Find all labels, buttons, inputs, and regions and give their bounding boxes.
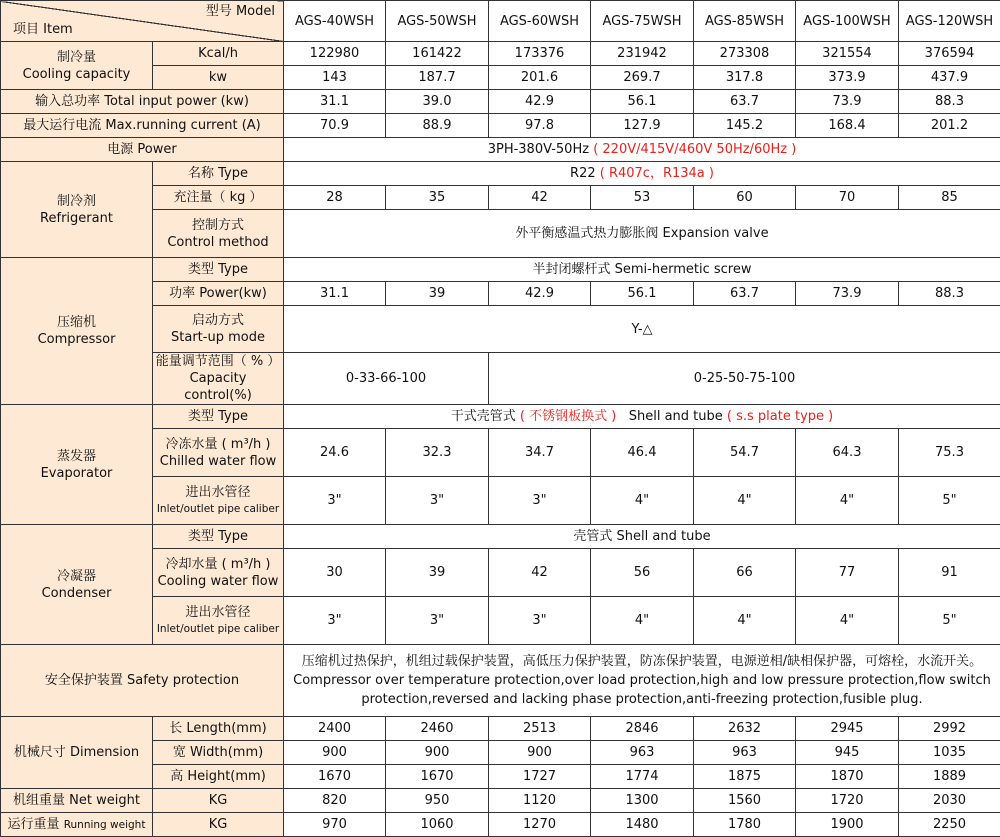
value-cell: 56.1 [591, 90, 694, 114]
unit-cell: KG [153, 813, 284, 837]
value-cell: 3" [386, 597, 489, 645]
value-cell: 97.8 [489, 114, 591, 138]
model-header: AGS-50WSH [386, 1, 489, 42]
model-header: AGS-120WSH [899, 1, 1000, 42]
value-cell: 437.9 [899, 66, 1000, 90]
model-header: AGS-85WSH [694, 1, 796, 42]
value-cell: 1727 [489, 765, 591, 789]
value-cell: 1720 [796, 789, 899, 813]
refrigerant-type-row [1, 162, 1000, 186]
value-cell: 145.2 [694, 114, 796, 138]
max-current-row [1, 114, 1000, 138]
sub-label: 进出水管径 Inlet/outlet pipe caliber [153, 477, 284, 525]
value-cell: 970 [284, 813, 386, 837]
compressor-type-row [1, 258, 1000, 282]
value-cell: 2250 [899, 813, 1000, 837]
input-power-row [1, 90, 1000, 114]
dimension-label: 机械尺寸 Dimension [1, 717, 153, 789]
item-label: 项目 Item [13, 21, 73, 38]
sub-label: 类型 Type [153, 405, 284, 429]
value-cell: 963 [591, 741, 694, 765]
compressor-label: 压缩机 Compressor [1, 258, 153, 405]
value-cell: 1670 [284, 765, 386, 789]
start-value: Y-△ [284, 306, 1000, 353]
value-cell: 168.4 [796, 114, 899, 138]
evaporator-type-row [1, 405, 1000, 429]
value-cell: 42.9 [489, 282, 591, 306]
value-cell: 35 [386, 186, 489, 210]
value-cell: 950 [386, 789, 489, 813]
value-cell: 1780 [694, 813, 796, 837]
capacity-value-b: 0-25-50-75-100 [489, 353, 1000, 405]
value-cell: 317.8 [694, 66, 796, 90]
value-cell: 30 [284, 549, 386, 597]
value-cell: 4" [591, 597, 694, 645]
refrigerant-type-value: R22 ( R407c，R134a ) [284, 162, 1000, 186]
value-cell: 1889 [899, 765, 1000, 789]
value-cell: 373.9 [796, 66, 899, 90]
value-cell: 1120 [489, 789, 591, 813]
value-cell: 70.9 [284, 114, 386, 138]
value-cell: 201.2 [899, 114, 1000, 138]
value-cell: 63.7 [694, 90, 796, 114]
model-header: AGS-40WSH [284, 1, 386, 42]
condenser-label: 冷凝器 Condenser [1, 525, 153, 645]
value-cell: 2945 [796, 717, 899, 741]
model-header: AGS-100WSH [796, 1, 899, 42]
sub-label: 进出水管径 Inlet/outlet pipe caliber [153, 597, 284, 645]
value-cell: 127.9 [591, 114, 694, 138]
value-cell: 91 [899, 549, 1000, 597]
cooling-kcal-row [1, 42, 1000, 66]
sub-label: 高 Height(mm) [153, 765, 284, 789]
value-cell: 376594 [899, 42, 1000, 66]
value-cell: 39 [386, 549, 489, 597]
value-cell: 4" [694, 477, 796, 525]
sub-label: 充注量（ kg ） [153, 186, 284, 210]
refrigerant-label: 制冷剂 Refrigerant [1, 162, 153, 258]
value-cell: 143 [284, 66, 386, 90]
value-cell: 42.9 [489, 90, 591, 114]
value-cell: 54.7 [694, 429, 796, 477]
value-cell: 2846 [591, 717, 694, 741]
row-label: 机组重量 Net weight [1, 789, 153, 813]
value-cell: 70 [796, 186, 899, 210]
value-cell: 2400 [284, 717, 386, 741]
value-cell: 3" [284, 477, 386, 525]
value-cell: 63.7 [694, 282, 796, 306]
value-cell: 64.3 [796, 429, 899, 477]
value-cell: 85 [899, 186, 1000, 210]
running-weight-row [1, 813, 1000, 837]
length-row [1, 717, 1000, 741]
net-weight-row [1, 789, 1000, 813]
sub-label: 冷冻水量 ( m³/h ) Chilled water flow [153, 429, 284, 477]
value-cell: 4" [796, 597, 899, 645]
sub-label: 类型 Type [153, 525, 284, 549]
model-header: AGS-60WSH [489, 1, 591, 42]
unit-cell: kw [153, 66, 284, 90]
row-label: 安全保护装置 Safety protection [1, 645, 284, 717]
value-cell: 4" [591, 477, 694, 525]
value-cell: 2460 [386, 717, 489, 741]
value-cell: 73.9 [796, 90, 899, 114]
value-cell: 1670 [386, 765, 489, 789]
value-cell: 1480 [591, 813, 694, 837]
value-cell: 2513 [489, 717, 591, 741]
cooling-label: 制冷量 Cooling capacity [1, 42, 153, 90]
power-value: 3PH-380V-50Hz ( 220V/415V/460V 50Hz/60Hz ) [284, 138, 1000, 162]
value-cell: 39 [386, 282, 489, 306]
evaporator-type-value: 干式壳管式 ( 不锈钢板换式 ) Shell and tube ( s.s plate type ) [284, 405, 1000, 429]
sub-label: 类型 Type [153, 258, 284, 282]
value-cell: 201.6 [489, 66, 591, 90]
value-cell: 28 [284, 186, 386, 210]
safety-value: 压缩机过热保护，机组过载保护装置，高低压力保护装置，防冻保护装置，电源逆相/缺相保护器，可熔栓，水流开关。 Compressor over temperature protection,over load protection,high and low pressure protection,flow switch protection,reversed and lacking phase protection,anti-freezing protection,fusible plug. [284, 645, 1000, 717]
value-cell: 1060 [386, 813, 489, 837]
value-cell: 3" [284, 597, 386, 645]
value-cell: 900 [489, 741, 591, 765]
unit-cell: KG [153, 789, 284, 813]
condenser-type-row [1, 525, 1000, 549]
value-cell: 900 [284, 741, 386, 765]
value-cell: 3" [386, 477, 489, 525]
value-cell: 321554 [796, 42, 899, 66]
sub-label: 启动方式 Start-up mode [153, 306, 284, 353]
value-cell: 2992 [899, 717, 1000, 741]
sub-label: 长 Length(mm) [153, 717, 284, 741]
row-label: 电源 Power [1, 138, 284, 162]
value-cell: 88.3 [899, 90, 1000, 114]
value-cell: 60 [694, 186, 796, 210]
safety-row [1, 645, 1000, 717]
sub-label: 宽 Width(mm) [153, 741, 284, 765]
value-cell: 122980 [284, 42, 386, 66]
value-cell: 900 [386, 741, 489, 765]
value-cell: 820 [284, 789, 386, 813]
condenser-type-value: 壳管式 Shell and tube [284, 525, 1000, 549]
value-cell: 945 [796, 741, 899, 765]
value-cell: 77 [796, 549, 899, 597]
model-label: 型号 Model [206, 3, 275, 20]
value-cell: 1035 [899, 741, 1000, 765]
sub-label: 冷却水量 ( m³/h ) Cooling water flow [153, 549, 284, 597]
value-cell: 66 [694, 549, 796, 597]
value-cell: 24.6 [284, 429, 386, 477]
value-cell: 269.7 [591, 66, 694, 90]
header-row [1, 1, 1000, 42]
value-cell: 88.9 [386, 114, 489, 138]
value-cell: 2632 [694, 717, 796, 741]
value-cell: 1870 [796, 765, 899, 789]
header-corner [1, 1, 284, 42]
evaporator-label: 蒸发器 Evaporator [1, 405, 153, 525]
value-cell: 1875 [694, 765, 796, 789]
value-cell: 231942 [591, 42, 694, 66]
value-cell: 42 [489, 549, 591, 597]
row-label: 输入总功率 Total input power (kw) [1, 90, 284, 114]
value-cell: 1270 [489, 813, 591, 837]
sub-label: 能量调节范围（ % ） Capacity control(%) [153, 353, 284, 405]
sub-label: 名称 Type [153, 162, 284, 186]
value-cell: 161422 [386, 42, 489, 66]
value-cell: 31.1 [284, 282, 386, 306]
value-cell: 1900 [796, 813, 899, 837]
control-value: 外平衡感温式热力膨胀阀 Expansion valve [284, 210, 1000, 258]
sub-label: 控制方式 Control method [153, 210, 284, 258]
value-cell: 963 [694, 741, 796, 765]
power-row [1, 138, 1000, 162]
value-cell: 56 [591, 549, 694, 597]
value-cell: 3" [489, 477, 591, 525]
compressor-type-value: 半封闭螺杆式 Semi-hermetic screw [284, 258, 1000, 282]
unit-cell: Kcal/h [153, 42, 284, 66]
value-cell: 3" [489, 597, 591, 645]
value-cell: 1300 [591, 789, 694, 813]
value-cell: 31.1 [284, 90, 386, 114]
value-cell: 88.3 [899, 282, 1000, 306]
capacity-value-a: 0-33-66-100 [284, 353, 489, 405]
value-cell: 273308 [694, 42, 796, 66]
value-cell: 75.3 [899, 429, 1000, 477]
value-cell: 4" [796, 477, 899, 525]
value-cell: 5" [899, 477, 1000, 525]
row-label: 运行重量 Running weight [1, 813, 153, 837]
model-header: AGS-75WSH [591, 1, 694, 42]
value-cell: 1560 [694, 789, 796, 813]
value-cell: 4" [694, 597, 796, 645]
value-cell: 1774 [591, 765, 694, 789]
value-cell: 32.3 [386, 429, 489, 477]
value-cell: 73.9 [796, 282, 899, 306]
row-label: 最大运行电流 Max.running current (A) [1, 114, 284, 138]
value-cell: 53 [591, 186, 694, 210]
value-cell: 5" [899, 597, 1000, 645]
value-cell: 42 [489, 186, 591, 210]
sub-label: 功率 Power(kw) [153, 282, 284, 306]
value-cell: 187.7 [386, 66, 489, 90]
value-cell: 173376 [489, 42, 591, 66]
value-cell: 2030 [899, 789, 1000, 813]
value-cell: 46.4 [591, 429, 694, 477]
value-cell: 56.1 [591, 282, 694, 306]
value-cell: 39.0 [386, 90, 489, 114]
value-cell: 34.7 [489, 429, 591, 477]
